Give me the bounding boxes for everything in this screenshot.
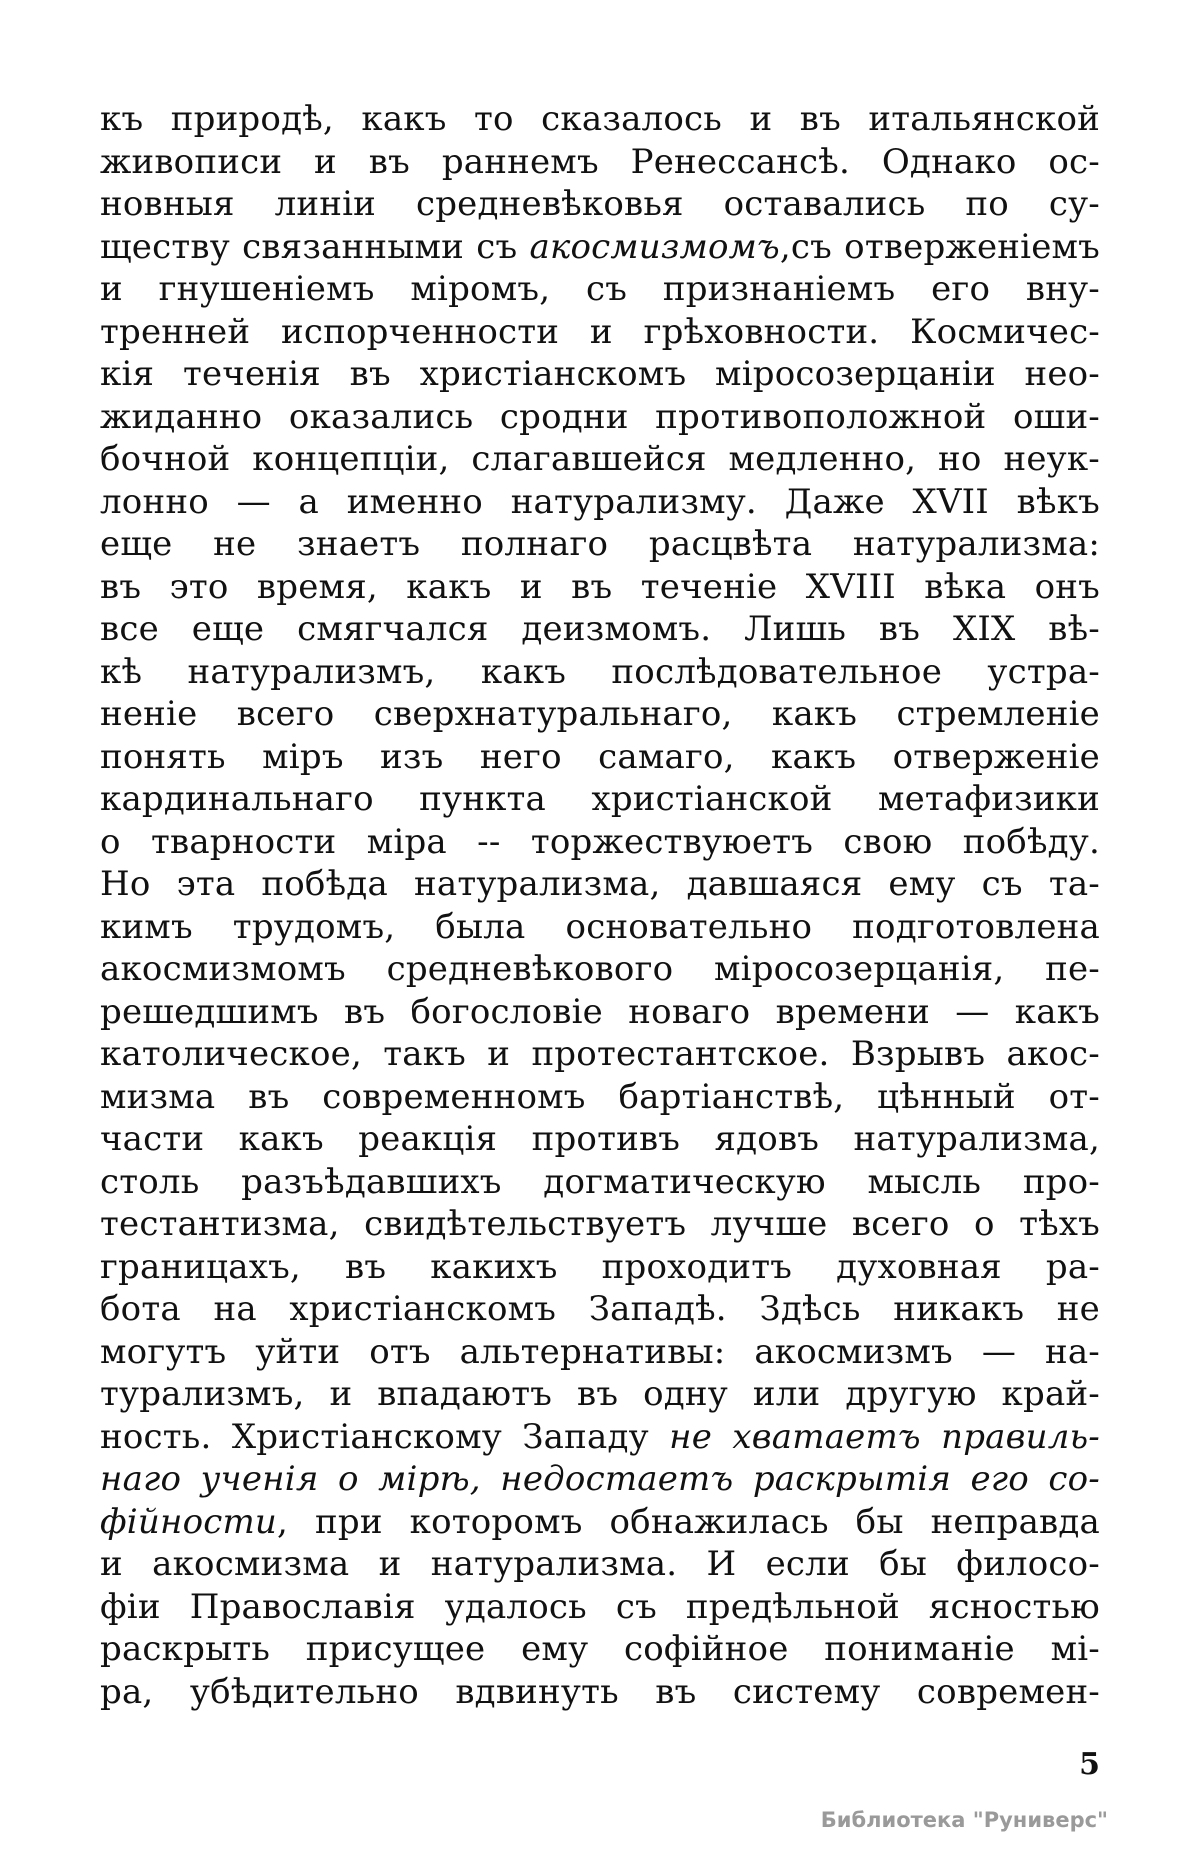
text-segment: и акосмизма и натурализма. И если бы филосо- — [100, 1544, 1100, 1584]
text-line — [100, 1076, 1100, 1119]
text-line — [100, 948, 1100, 991]
text-line — [100, 438, 1100, 481]
text-segment: католическое, такъ и протестантское. Взрывъ акос- — [100, 1034, 1100, 1074]
text-line — [100, 353, 1100, 396]
text-segment: о тварности міра -- торжествуюетъ свою побѣду. — [100, 821, 1100, 862]
text-segment: мизма въ современномъ бартіанствѣ, цѣнный от- — [100, 1076, 1100, 1117]
text-segment: живописи и въ раннемъ Ренессансѣ. Однако ос- — [100, 141, 1100, 182]
text-segment: бота на христіанскомъ Западѣ. Здѣсь никакъ не — [100, 1289, 1100, 1329]
text-segment: части какъ реакція противъ ядовъ натурализма, — [100, 1119, 1100, 1159]
text-segment: ность. Христіанскому Западу — [100, 1416, 670, 1457]
text-line — [100, 608, 1100, 651]
text-line — [100, 1671, 1100, 1714]
text-line — [100, 1203, 1100, 1246]
text-segment: решедшимъ въ богословіе новаго времени — какъ — [100, 991, 1100, 1032]
text-line — [100, 268, 1100, 311]
text-line — [100, 311, 1100, 354]
text-line — [100, 1246, 1100, 1289]
text-line — [100, 396, 1100, 439]
text-line — [100, 651, 1100, 694]
text-segment: границахъ, въ какихъ проходитъ духовная ра- — [100, 1246, 1100, 1287]
text-segment: кимъ трудомъ, была основательно подготовлена — [100, 906, 1100, 947]
text-segment: фіи Православія удалось съ предѣльной ясностью — [100, 1586, 1100, 1627]
text-segment: кія теченія въ христіанскомъ міросозерцаніи нео- — [100, 354, 1100, 394]
text-line — [100, 98, 1100, 141]
text-line — [100, 906, 1100, 949]
italic-text: не хватаетъ правиль- — [669, 1416, 1100, 1457]
text-segment: ра, убѣдительно вдвинуть въ систему современ- — [100, 1671, 1100, 1712]
text-segment: тренней испорченности и грѣховности. Космичес- — [100, 311, 1100, 352]
text-line — [100, 481, 1100, 524]
text-line — [100, 1586, 1100, 1629]
text-line — [100, 991, 1100, 1034]
body-text — [100, 98, 1100, 1713]
text-segment: ,съ отверженіемъ — [779, 226, 1100, 267]
text-segment: къ природѣ, какъ то сказалось и въ итальянской — [100, 99, 1100, 139]
text-line — [100, 566, 1100, 609]
text-line — [100, 863, 1100, 906]
text-line — [100, 1118, 1100, 1161]
text-segment: кѣ натурализмъ, какъ послѣдовательное устра- — [100, 651, 1100, 692]
text-segment: въ это время, какъ и въ теченіе XVIII вѣка онъ — [100, 566, 1100, 607]
library-watermark: Библиотека "Руниверс" — [820, 1808, 1108, 1832]
text-segment: кардинальнаго пункта христіанской метафизики — [100, 779, 1100, 819]
text-segment: турализмъ, и впадаютъ въ одну или другую край- — [100, 1374, 1100, 1414]
text-segment: столь разъѣдавшихъ догматическую мысль про- — [100, 1161, 1100, 1202]
text-line — [100, 1373, 1100, 1416]
text-segment: новныя линіи средневѣковья оставались по су- — [100, 184, 1100, 224]
text-segment: , при которомъ обнажилась бы неправда — [277, 1501, 1100, 1542]
italic-text: наго ученія о мірѣ, недостаетъ раскрытія его со- — [100, 1459, 1100, 1499]
text-line — [100, 523, 1100, 566]
text-line — [100, 1543, 1100, 1586]
text-segment: все еще смягчался деизмомъ. Лишь въ XIX вѣ- — [100, 609, 1100, 649]
page-number: 5 — [1079, 1747, 1100, 1782]
text-line — [100, 1033, 1100, 1076]
text-segment: могутъ уйти отъ альтернативы: акосмизмъ — на- — [100, 1331, 1100, 1372]
text-line — [100, 1288, 1100, 1331]
text-segment: неніе всего сверхнатуральнаго, какъ стремленіе — [100, 694, 1100, 734]
text-segment: жиданно оказались сродни противоположной оши- — [100, 396, 1100, 437]
text-line — [100, 1161, 1100, 1204]
text-segment: Но эта побѣда натурализма, давшаяся ему съ та- — [100, 864, 1100, 904]
text-segment: лонно — а именно натурализму. Даже XVII вѣкъ — [100, 481, 1100, 522]
text-line — [100, 183, 1100, 226]
text-line — [100, 1331, 1100, 1374]
text-line — [100, 693, 1100, 736]
text-line — [100, 736, 1100, 779]
text-segment: понять міръ изъ него самаго, какъ отверженіе — [100, 736, 1100, 777]
text-segment: бочной концепціи, слагавшейся медленно, но неук- — [100, 439, 1100, 479]
text-line — [100, 778, 1100, 821]
italic-text: акосмизмомъ — [529, 226, 780, 267]
text-line — [100, 1416, 1100, 1459]
italic-text: фійности — [100, 1501, 278, 1542]
text-segment: акосмизмомъ средневѣкового міросозерцанія, пе- — [100, 949, 1100, 989]
text-line — [100, 821, 1100, 864]
text-segment: и гнушеніемъ міромъ, съ признаніемъ его вну- — [100, 269, 1100, 309]
text-line — [100, 226, 1100, 269]
text-segment: раскрыть присущее ему софійное пониманіе мі- — [100, 1629, 1100, 1669]
text-line — [100, 1458, 1100, 1501]
text-line — [100, 1628, 1100, 1671]
text-segment: еще не знаетъ полнаго расцвѣта натурализма: — [100, 524, 1100, 564]
text-line — [100, 1501, 1100, 1544]
text-segment: ществу связанными съ — [100, 226, 530, 267]
text-segment: тестантизма, свидѣтельствуетъ лучше всего о тѣхъ — [100, 1204, 1100, 1244]
text-line — [100, 141, 1100, 184]
